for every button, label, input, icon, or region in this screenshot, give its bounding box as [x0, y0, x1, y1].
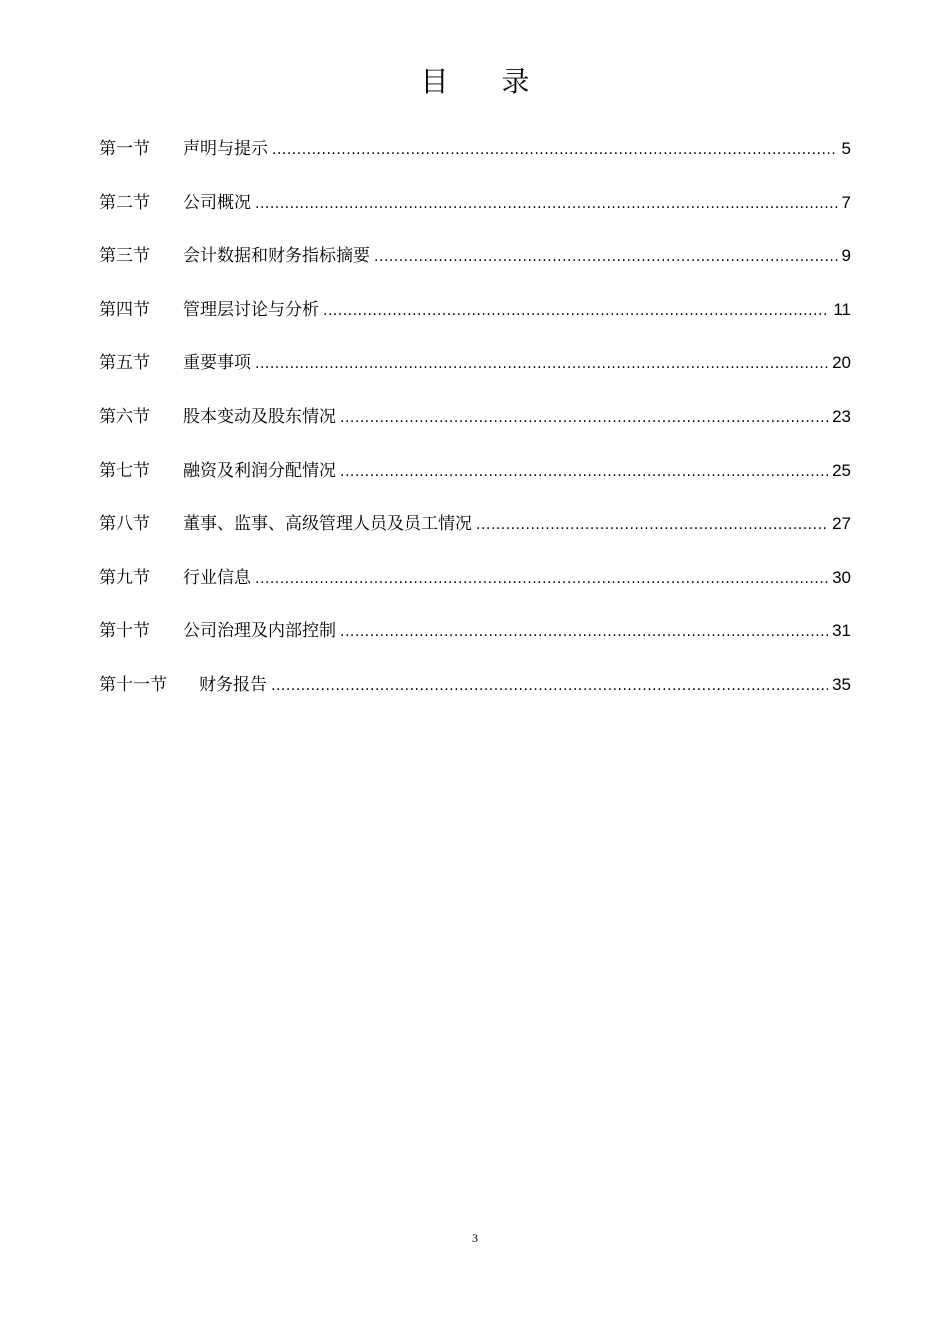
toc-entry-3[interactable]: [99, 235, 851, 289]
toc-page-number: 7: [841, 192, 851, 212]
toc-dot-leader: [255, 343, 828, 385]
page-title: 目 录: [420, 65, 552, 98]
toc-entry-1[interactable]: [99, 128, 851, 182]
footer-page-number: 3: [472, 1231, 478, 1245]
toc-section-title: 声明与提示: [183, 139, 268, 159]
toc-entry-7[interactable]: [99, 450, 851, 504]
toc-dot-leader: [271, 665, 828, 707]
toc-entry-2[interactable]: [99, 182, 851, 236]
toc-entry-5[interactable]: [99, 342, 851, 396]
toc-section-title: 董事、监事、高级管理人员及员工情况: [183, 514, 472, 535]
toc-page-number: 27: [832, 514, 851, 534]
toc-entry-4[interactable]: [99, 289, 851, 343]
toc-section-number: 第十节: [99, 621, 150, 642]
toc-entry-10[interactable]: [99, 610, 851, 664]
toc-section-number: 第六节: [99, 406, 150, 427]
toc-page-number: 11: [833, 299, 851, 319]
toc-page-number: 25: [832, 460, 851, 480]
toc-page-number: 35: [832, 674, 851, 694]
toc-page-number: 9: [841, 246, 851, 266]
toc-section-title: 行业信息: [183, 567, 251, 588]
toc-section-title: 融资及利润分配情况: [183, 460, 336, 481]
toc-entry-6[interactable]: [99, 396, 851, 450]
toc-dot-leader: [255, 558, 828, 600]
toc-page-number: 5: [841, 139, 851, 158]
toc-section-title: 公司治理及内部控制: [183, 621, 336, 642]
toc-section-number: 第九节: [99, 567, 150, 588]
toc-section-number: 第二节: [99, 192, 150, 213]
toc-entry-11[interactable]: [99, 664, 851, 718]
toc-dot-leader: [323, 290, 829, 332]
toc-section-title: 重要事项: [183, 353, 251, 374]
toc-section-title: 会计数据和财务指标摘要: [183, 246, 370, 267]
toc-section-title: 公司概况: [183, 192, 251, 213]
toc-section-number: 第一节: [99, 139, 150, 159]
toc-section-number: 第十一节: [99, 674, 167, 695]
table-of-contents: [99, 128, 851, 718]
toc-section-number: 第五节: [99, 353, 150, 374]
toc-section-number: 第八节: [99, 514, 150, 535]
toc-dot-leader: [374, 236, 838, 278]
toc-section-number: 第四节: [99, 299, 150, 320]
toc-dot-leader: [340, 611, 828, 653]
toc-page-number: 20: [832, 353, 851, 373]
toc-dot-leader: [340, 451, 828, 493]
toc-section-title: 管理层讨论与分析: [183, 299, 319, 320]
toc-dot-leader: [476, 504, 828, 546]
toc-section-title: 财务报告: [199, 674, 267, 695]
toc-entry-9[interactable]: [99, 557, 851, 611]
toc-entry-8[interactable]: [99, 503, 851, 557]
toc-dot-leader: [255, 183, 838, 225]
toc-page-number: 30: [832, 567, 851, 587]
toc-dot-leader: [272, 129, 838, 171]
toc-section-title: 股本变动及股东情况: [183, 406, 336, 427]
toc-section-number: 第三节: [99, 246, 150, 267]
toc-section-number: 第七节: [99, 460, 150, 481]
toc-dot-leader: [340, 397, 828, 439]
toc-page-number: 31: [832, 621, 851, 641]
toc-page-number: 23: [832, 406, 851, 426]
